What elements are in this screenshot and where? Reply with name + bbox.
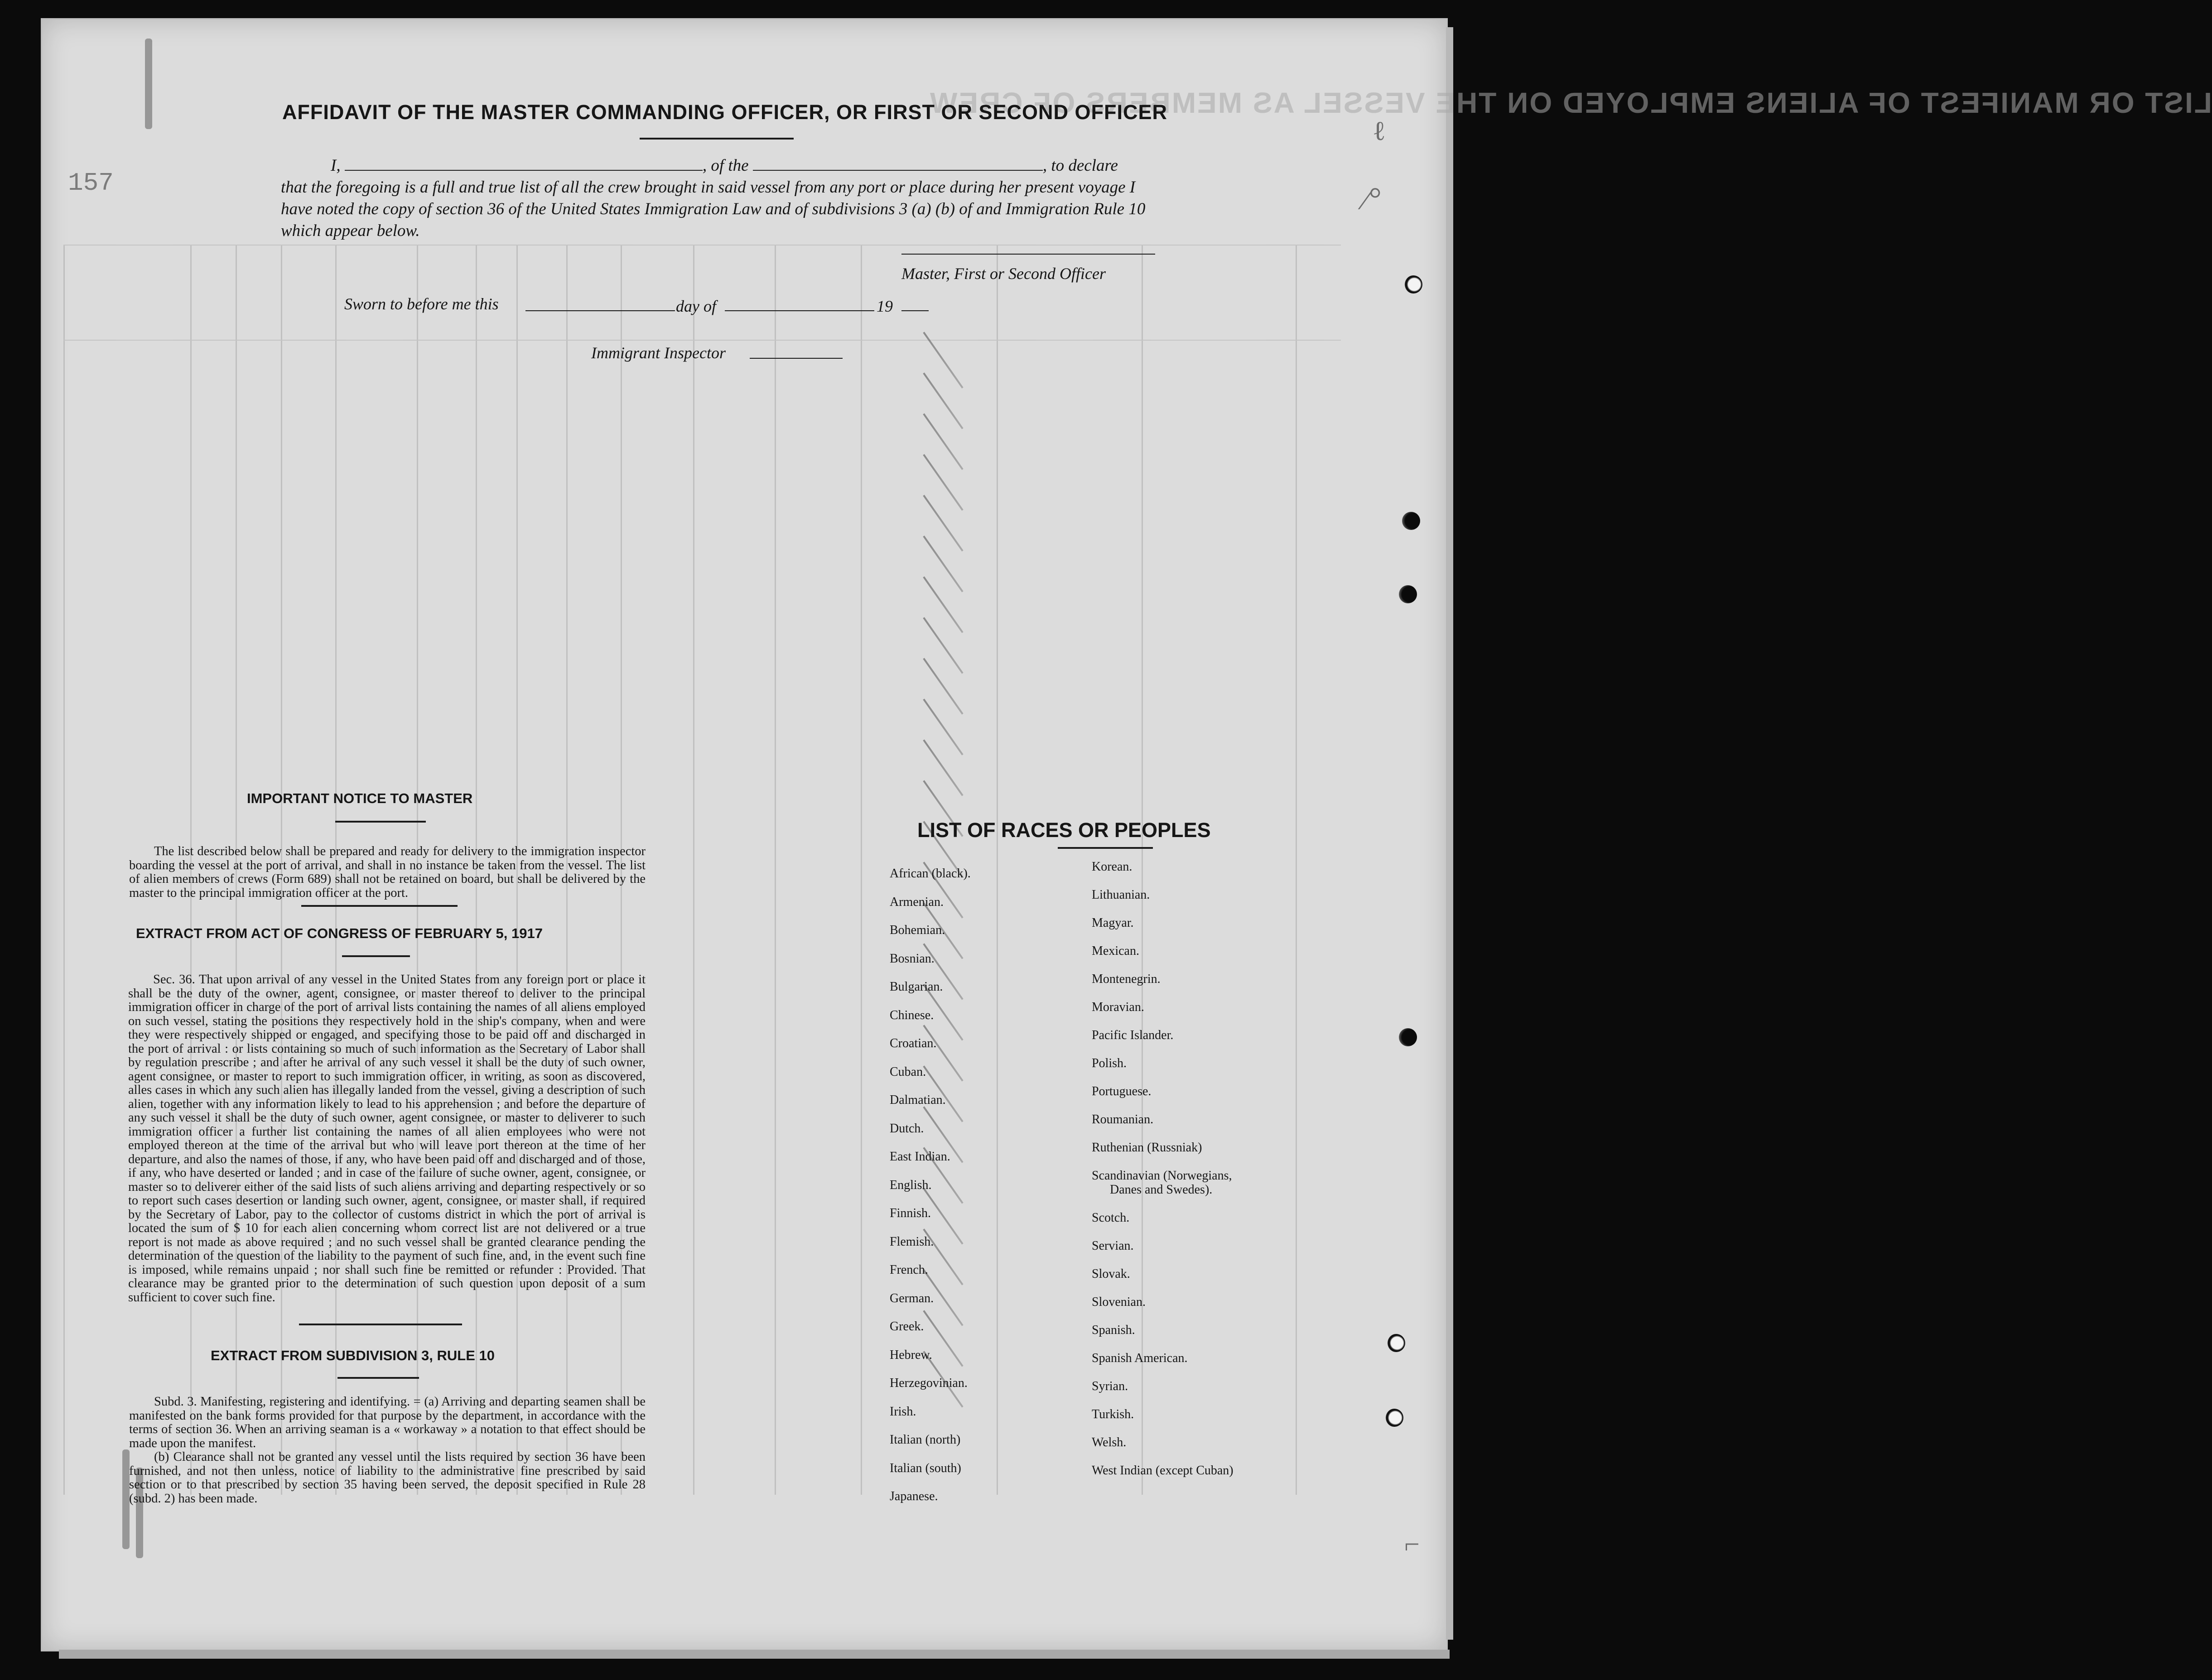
race-item: Herzegovinian.	[890, 1376, 968, 1390]
race-item: Flemish.	[890, 1234, 934, 1249]
race-item: Scandinavian (Norwegians,	[1092, 1169, 1232, 1183]
notice-heading: IMPORTANT NOTICE TO MASTER	[247, 790, 473, 806]
punch-hole	[1404, 275, 1422, 294]
act-text	[128, 973, 646, 1305]
race-item: Danes and Swedes).	[1110, 1183, 1213, 1197]
race-item: Chinese.	[890, 1008, 934, 1022]
race-item: Mexican.	[1092, 944, 1139, 958]
race-item: Magyar.	[1092, 916, 1134, 930]
race-item: Bohemian.	[890, 923, 945, 937]
corner-pen-mark: ⁄°	[1364, 182, 1382, 217]
inspector-label: Immigrant Inspector	[591, 344, 726, 362]
day-of-label: day of	[676, 297, 716, 315]
act-rule	[342, 955, 410, 957]
races-left-column	[890, 860, 971, 1511]
race-item: Welsh.	[1092, 1435, 1127, 1449]
race-item: Ruthenian (Russniak)	[1092, 1141, 1202, 1155]
race-item: East Indian.	[890, 1150, 950, 1164]
race-item: Hebrew.	[890, 1348, 932, 1362]
page-edge-bottom	[59, 1650, 1450, 1659]
race-item: African (black).	[890, 866, 971, 881]
race-item: Polish.	[1092, 1056, 1127, 1070]
notice-rule	[335, 821, 426, 823]
race-item: Slovak.	[1092, 1267, 1130, 1281]
act-paragraph: Sec. 36. That upon arrival of any vessel in the United States from any foreign port or place it shall be the duty of the owner, agent, consignee, or master thereof to deliver to the principal immigration officer in charge of the port of arrival lists containing the names of all aliens employed on such vessel, stating the positions they respectively hold in the ship's company, when and were they were respectively shipped or engaged, and specifying those to be paid off and discharged in the port of arrival : or lists containing so much of such information as the Secretary of Labor shall by regulation prescribe ; and after he arrival of any such vessel it shall be the duty of such owner, agent consignee, or master to report to such immigration officer, in writing, as soon as discovered, alles cases in which any such alien has illegally landed from the vessel, giving a description of such alien, together with any information likely to lead to his apprehension ; and before the departure of any such vessel it shall be the duty of such owner, agent consignee, or master to deliverer to such immigration officer a further list containing the names of all alien employees who were not employed thereon at the time of the arrival but who will leave port thereon at the time of her departure, and also the names of those, if any, who have been paid off and discharged and of those, if any, who have deserted or landed ; and in case of the failure of suche owner, agent, consignee, or master so to deliverer either of the said lists of such aliens arriving and departing respectively or so to report such cases desertion or landing such owner, agent, consignee, or master shall, if required by the Secretary of Labor, pay to the collector of customs district in which the port of arrival is located the sum of $ 10 for each alien concerning whom correct list are not delivered or a true report is not made as above required ; and no such vessel shall be granted clearance pending the determination of the question of the liability to the payment of such fine, and, in the event such fine is imposed, while remains unpaid ; nor shall such fine be remitted or refunder : Provided. That clearance may be granted prior to the determination of such question upon deposit of a sum sufficient to cover such fine.	[128, 972, 646, 1305]
master-signature-label: Master, First or Second Officer	[901, 265, 1106, 283]
race-item: Spanish.	[1092, 1323, 1135, 1337]
ghost-form-title: LIST OR MANIFEST OF ALIENS EMPLOYED ON THE VESSEL AS MEMBERS OF CREW	[929, 87, 2212, 119]
notice-end-rule	[301, 905, 458, 907]
act-heading: EXTRACT FROM ACT OF CONGRESS OF FEBRUARY 5, 1917	[136, 925, 543, 941]
race-item: Moravian.	[1092, 1000, 1144, 1014]
race-item: Bosnian.	[890, 951, 935, 966]
race-item: Armenian.	[890, 895, 944, 909]
race-item: Dalmatian.	[890, 1093, 946, 1107]
races-heading: LIST OF RACES OR PEOPLES	[917, 818, 1211, 842]
sworn-year-line[interactable]	[901, 310, 929, 311]
race-item: Servian.	[1092, 1239, 1134, 1253]
race-item: German.	[890, 1291, 934, 1305]
punch-hole	[1387, 1334, 1405, 1352]
race-item: Italian (north)	[890, 1433, 961, 1447]
races-right-column	[1092, 860, 1234, 1492]
race-item: Finnish.	[890, 1206, 931, 1220]
race-item: Roumanian.	[1092, 1112, 1154, 1126]
inspector-signature-line[interactable]	[750, 358, 843, 359]
race-item: West Indian (except Cuban)	[1092, 1463, 1234, 1478]
rule-text	[129, 1395, 646, 1506]
race-item: Turkish.	[1092, 1407, 1134, 1421]
race-item: Syrian.	[1092, 1379, 1128, 1393]
race-item: Italian (south)	[890, 1461, 961, 1475]
race-item: Korean.	[1092, 860, 1133, 874]
title-rule	[640, 138, 794, 140]
sworn-label: Sworn to before me this	[344, 295, 499, 313]
to-declare-label: , to declare	[1042, 156, 1118, 175]
rule-rule	[337, 1377, 419, 1379]
race-item: Croatian.	[890, 1036, 937, 1050]
corner-check-mark: ℓ	[1373, 116, 1386, 146]
race-item: Pacific Islander.	[1092, 1028, 1174, 1042]
act-end-rule	[299, 1324, 462, 1325]
notice-text	[129, 845, 646, 900]
affidavit-body: that the foregoing is a full and true list of all the crew brought in said vessel from any port or place during her present voyage I have noted the copy of section 36 of the United States Immigration Law and of subdivisions 3 (a) (b) of and Immigration Rule 10 which appear below.	[281, 178, 1146, 240]
race-item: Dutch.	[890, 1121, 924, 1136]
race-item: Slovenian.	[1092, 1295, 1146, 1309]
line-i-label: I,	[331, 156, 341, 175]
punch-hole	[1399, 585, 1417, 603]
pen-stroke	[145, 39, 152, 129]
corner-bottom-mark: ⌐	[1404, 1529, 1420, 1559]
race-item: Greek.	[890, 1319, 924, 1333]
races-rule	[1058, 847, 1153, 849]
notice-paragraph: The list described below shall be prepared and ready for delivery to the immigration inspector boarding the vessel at the port of arrival, and shall in no instance be taken from the vessel. The list of alien members of crews (Form 689) shall not be retained on board, but shall be delivered by the master to the principal immigration officer at the port.	[129, 844, 646, 900]
race-item: English.	[890, 1178, 932, 1192]
master-name-field[interactable]	[345, 156, 703, 171]
of-the-label: , of the	[702, 156, 749, 175]
master-signature-line[interactable]	[901, 254, 1155, 255]
rule-heading: EXTRACT FROM SUBDIVISION 3, RULE 10	[211, 1348, 495, 1363]
race-item: Bulgarian.	[890, 980, 943, 994]
race-item: Irish.	[890, 1404, 916, 1419]
page-edge	[1446, 27, 1453, 1640]
race-item: Portuguese.	[1092, 1084, 1152, 1098]
punch-hole	[1385, 1409, 1403, 1427]
year-label: 19	[877, 297, 893, 315]
stamp-number: 157	[68, 168, 114, 197]
race-item: Montenegrin.	[1092, 972, 1161, 986]
race-item: Lithuanian.	[1092, 888, 1150, 902]
race-item: Scotch.	[1092, 1211, 1130, 1225]
race-item: Cuban.	[890, 1064, 926, 1079]
race-item: Spanish American.	[1092, 1351, 1188, 1365]
sworn-month-line[interactable]	[725, 310, 874, 311]
punch-hole	[1399, 1028, 1417, 1046]
rule-paragraph-b: (b) Clearance shall not be granted any vessel until the lists required by section 36 have been furnished, and not then unless, notice of liability to the administrative fine prescribed by said section or to that prescribed by section 35 having been served, the deposit specified in Rule 28 (subd. 2) has been made.	[129, 1450, 646, 1506]
race-item: French.	[890, 1263, 928, 1277]
affidavit-title: AFFIDAVIT OF THE MASTER COMMANDING OFFICER, OR FIRST OR SECOND OFFICER	[282, 101, 1168, 124]
rule-paragraph-a: Subd. 3. Manifesting, registering and identifying. = (a) Arriving and departing seamen shall be manifested on the bank forms provided for that purpose by the department, in accordance with the terms of section 36. When an arriving seaman is a « workaway » a notation to that effect should be made upon the manifest.	[129, 1395, 646, 1450]
affidavit-declaration	[281, 155, 1164, 242]
sworn-day-line[interactable]	[525, 310, 675, 311]
race-item: Japanese.	[890, 1489, 938, 1503]
vessel-name-field[interactable]	[753, 156, 1043, 171]
punch-hole	[1402, 512, 1420, 530]
